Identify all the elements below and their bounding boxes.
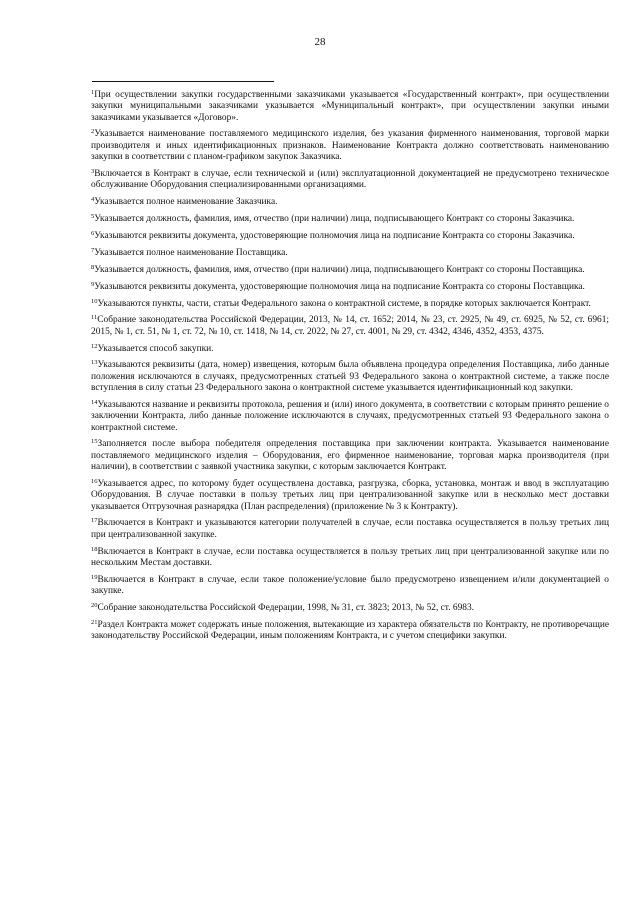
footnote-text: Указывается полное наименование Поставщика.	[94, 247, 288, 258]
footnote	[91, 265, 609, 276]
footnote	[91, 90, 609, 124]
footnote-text: Указывается полное наименование Заказчика.	[94, 197, 278, 208]
footnote-number: 19	[91, 573, 98, 581]
footnote-text: Собрание законодательства Российской Федерации, 1998, № 31, ст. 3823; 2013, № 52, ст. 6983.	[97, 602, 474, 613]
footnote-separator	[92, 81, 274, 82]
footnote-number: 11	[91, 314, 98, 322]
footnote	[91, 344, 609, 355]
footnote	[91, 248, 609, 259]
footnote-text: Указываются реквизиты документа, удостоверяющие полномочия лица на подписание Контракта со стороны Поставщика.	[94, 281, 585, 292]
footnote-text: Указывается должность, фамилия, имя, отчество (при наличии) лица, подписывающего Контракт со стороны Заказчика.	[94, 214, 575, 225]
footnote-text: Раздел Контракта может содержать иные положения, вытекающие из характера обязательств по Контракту, не противоречащие законодательству Российской Федерации, иным положениям Контракта, и с учетом специфики закупки.	[91, 619, 609, 642]
footnote	[91, 603, 609, 614]
footnote-number: 20	[91, 601, 98, 609]
footnote-text: При осуществлении закупки государственными заказчиками указывается «Государственный контракт», при осуществлении закупки муниципальными заказчиками указывается «Муниципальный контракт», при осуществлении закупки иными заказчиками указывается «Договор».	[91, 90, 609, 123]
footnote	[91, 197, 609, 208]
footnote	[91, 169, 609, 192]
footnote-number: 9	[91, 280, 95, 288]
footnote-number: 16	[91, 477, 98, 485]
footnote	[91, 400, 609, 434]
footnote	[91, 360, 609, 394]
footnote-number: 12	[91, 342, 98, 350]
footnote-text: Указывается адрес, по которому будет осуществлена доставка, разгрузка, сборка, установка, монтаж и ввод в эксплуатацию Оборудования. В случае поставки в пользу третьих лиц при централизованной закупке или в несколько мест доставки указывается Отгрузочная разнарядка (План распределения) (приложение № 3 к Контракту).	[91, 478, 609, 512]
footnote	[91, 315, 609, 338]
footnote-number: 1	[91, 89, 95, 96]
footnote-number: 17	[91, 517, 98, 525]
footnote-text: Включается в Контракт в случае, если такое положение/условие было предусмотрено извещением и/или документацией о закупке.	[91, 574, 609, 597]
footnote-text: Указывается способ закупки.	[97, 343, 214, 354]
footnote	[91, 214, 609, 225]
footnote-number: 15	[91, 438, 98, 446]
footnote-text: Заполняется после выбора победителя определения поставщика при заключении контракта. Указывается наименование поставляемого медицинского изделия – Оборудования, его фирменное наименование, торговая марка производителя (при наличии), в соответствии с заявкой участника закупки, с которым заключается Контракт.	[91, 439, 609, 473]
footnote-number: 18	[91, 545, 98, 553]
footnote-text: Включается в Контракт в случае, если поставка осуществляется в пользу третьих лиц при централизованной закупке или по нескольким Местам доставки.	[91, 546, 609, 568]
footnote-text: Указывается должность, фамилия, имя, отчество (при наличии) лица, подписывающего Контракт со стороны Поставщика.	[94, 264, 585, 275]
footnote-number: 13	[91, 359, 98, 367]
footnote-number: 14	[91, 398, 98, 406]
footnote-text: Включается в Контракт и указываются категории получателей в случае, если поставка осуществляется в пользу третьих лиц при централизованной закупке.	[91, 518, 609, 540]
footnote-number: 4	[91, 196, 95, 204]
footnote-number: 3	[91, 167, 95, 175]
footnote-text: Включается в Контракт в случае, если технической и (или) эксплуатационной документацией не предусмотрено техническое обслуживание Оборудования специализированными организациями.	[91, 168, 609, 191]
footnote-number: 10	[91, 297, 98, 305]
footnote	[91, 129, 609, 163]
footnote	[91, 620, 609, 643]
footnote-text: Собрание законодательства Российской Федерации, 2013, № 14, ст. 1652; 2014, № 23, ст. 2925, № 49, ст. 6925, № 52, ст. 6961; 2015, № 1, ст. 51, № 1, ст. 72, № 10, ст. 1418, № 14, ст. 2022, № 27, ст. 4001, № 29, ст. 4342, 4346, 4352, 4353, 4375.	[91, 315, 609, 337]
footnote	[91, 231, 609, 242]
footnote-number: 6	[91, 229, 95, 237]
footnote	[91, 299, 609, 310]
footnote	[91, 547, 609, 570]
footnotes-list	[91, 90, 609, 648]
footnote-text: Указываются реквизиты документа, удостоверяющие полномочия лица на подписание Контракта со стороны Заказчика.	[94, 230, 575, 241]
footnote-text: Указываются название и реквизиты протокола, решения и (или) иного документа, в соответствии с которым принято решение о заключении Контракта, либо данные положение исключаются в случаях, предусмотренных статьей 93 Федерального закона о контрактной системе.	[91, 399, 609, 433]
footnote	[91, 575, 609, 598]
footnote-number: 21	[91, 618, 98, 626]
footnote	[91, 439, 609, 473]
footnote-number: 8	[91, 263, 95, 271]
footnote-number: 7	[91, 246, 95, 254]
page-number: 28	[314, 36, 326, 48]
footnote-text: Указываются пункты, части, статьи Федерального закона о контрактной системе, в порядке которых заключается Контракт.	[97, 298, 591, 309]
footnote-text: Указываются реквизиты (дата, номер) извещения, которым была объявлена процедура определения Поставщика, либо данные положения исключаются в случаях, предусмотренных статьей 93 Федерального закона о контрактной системе, а также после вступления в силу статьи 23 Федерального закона о контрактной системе указывается идентификационный код закупки.	[91, 360, 609, 394]
footnote-text: Указывается наименование поставляемого медицинского изделия, без указания фирменного наименования, торговой марки производителя и иных идентификационных признаков. Наименование Контракта должно соответствовать наименованию закупки в соответствии с планом-графиком закупок Заказчика.	[91, 129, 609, 163]
footnote	[91, 518, 609, 541]
footnote	[91, 282, 609, 293]
footnote-number: 2	[91, 128, 95, 136]
footnote	[91, 479, 609, 513]
footnote-number: 5	[91, 213, 95, 221]
